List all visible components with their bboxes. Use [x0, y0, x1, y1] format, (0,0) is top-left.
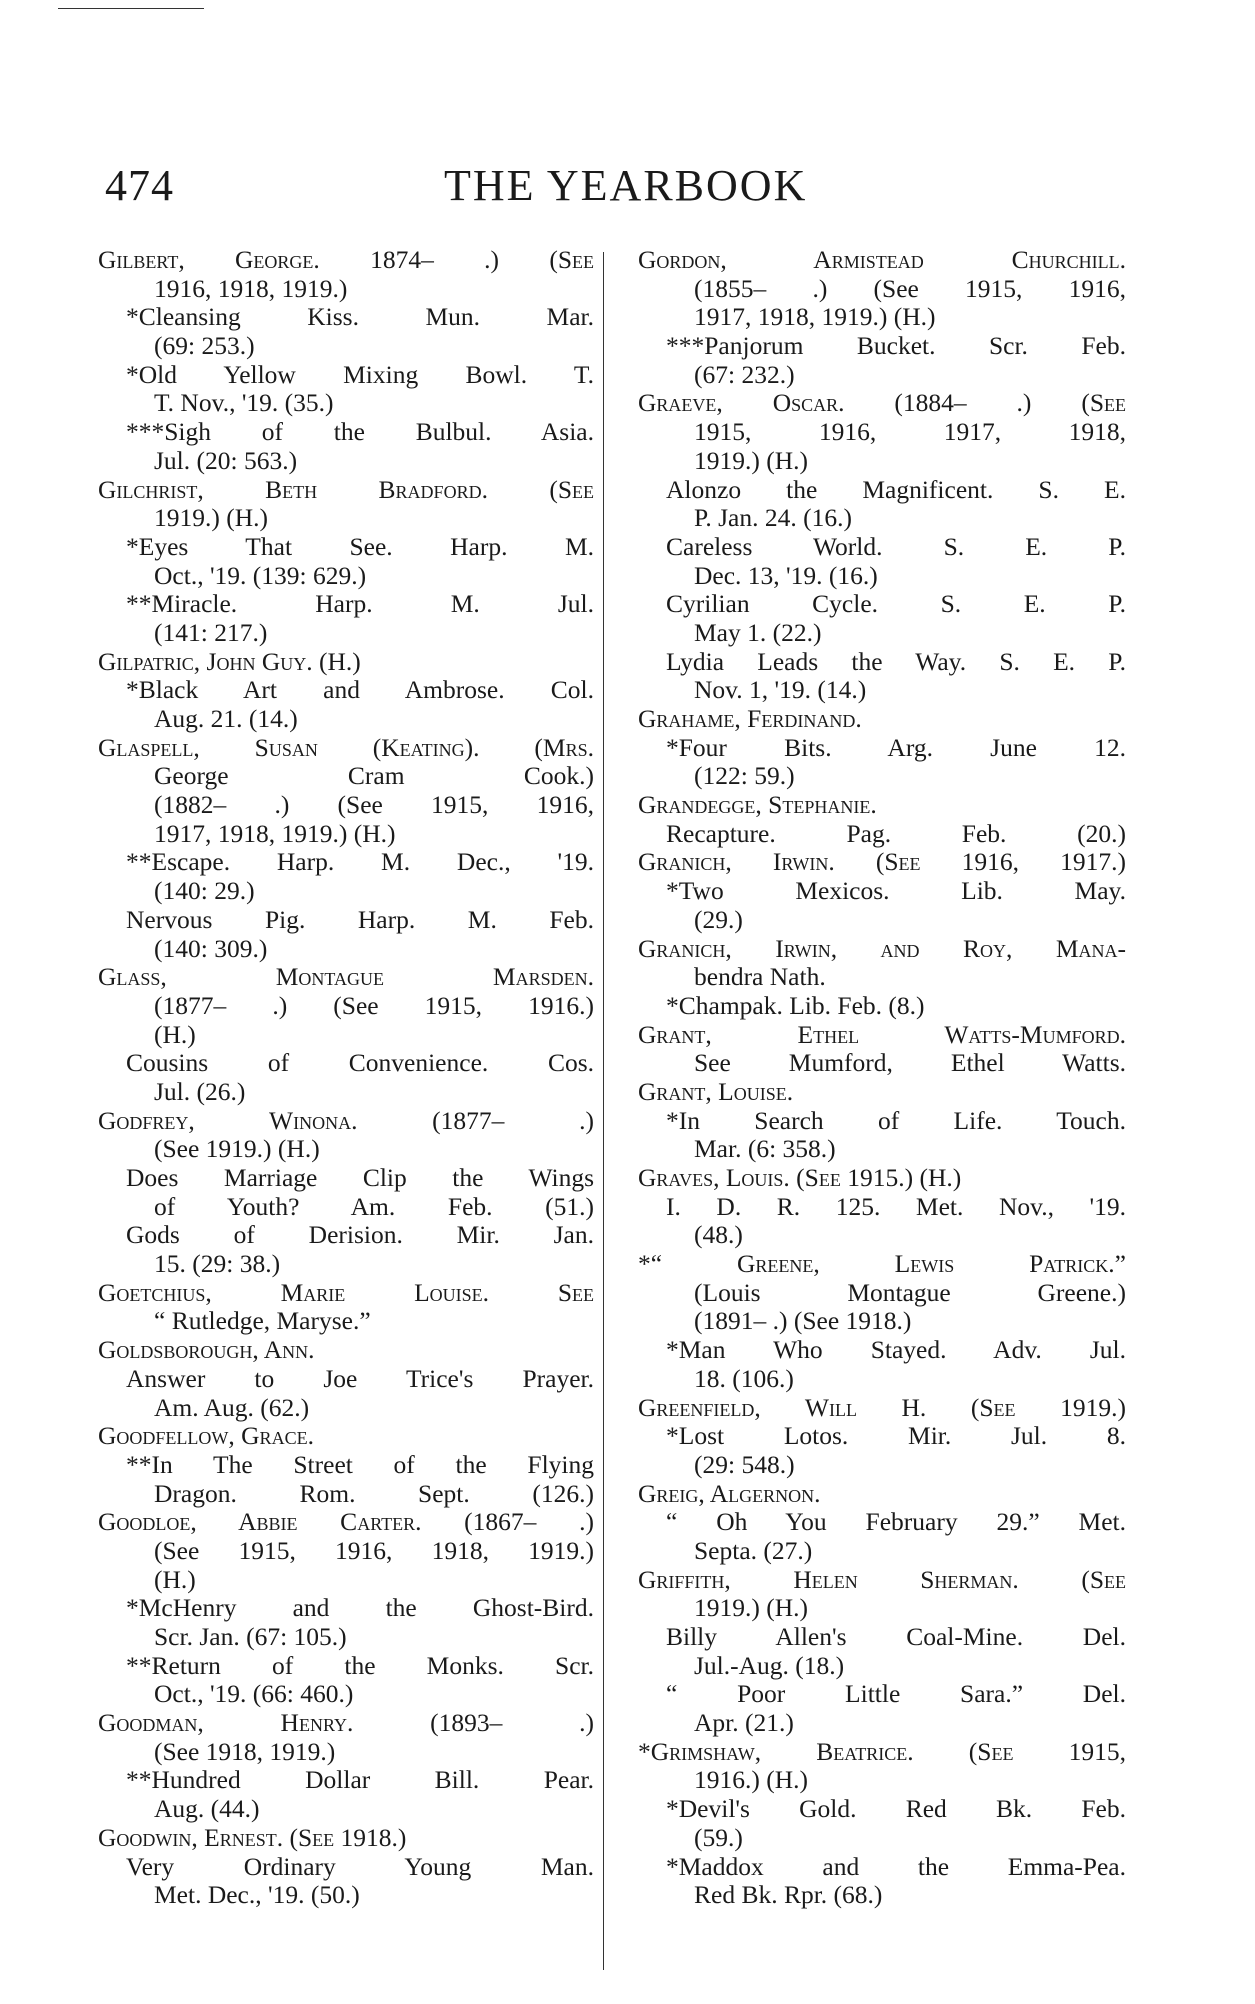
story-entry-line: Mar. (6: 358.): [694, 1134, 836, 1164]
story-entry-line: **Hundred Dollar Bill. Pear.: [126, 1765, 594, 1795]
story-entry-line: Nervous Pig. Harp. M. Feb.: [126, 904, 594, 934]
author-heading-line: Greenfield, Will H. (See 1919.): [638, 1392, 1126, 1422]
story-entry-line: (H.): [154, 1564, 196, 1594]
story-entry-line: “ Oh You February 29.” Met.: [666, 1507, 1126, 1537]
right-column: [638, 246, 1126, 1910]
story-entry-line: (48.): [694, 1220, 743, 1250]
story-entry-line: Red Bk. Rpr. (68.): [694, 1880, 883, 1910]
author-heading-line: Granich, Irwin, and Roy, Mana-: [638, 933, 1126, 963]
story-entry-line: *In Search of Life. Touch.: [666, 1105, 1126, 1135]
story-entry-line: (141: 217.): [154, 617, 268, 647]
story-entry-line: *Maddox and the Emma-Pea.: [666, 1851, 1126, 1881]
story-entry-line: (See 1919.) (H.): [154, 1134, 320, 1164]
story-entry-line: Apr. (21.): [694, 1708, 794, 1738]
story-entry-line: 1917, 1918, 1919.) (H.): [694, 302, 936, 332]
story-entry-line: *Old Yellow Mixing Bowl. T.: [126, 359, 594, 389]
story-entry-line: Answer to Joe Trice's Prayer.: [126, 1363, 594, 1393]
story-entry-line: (29: 548.): [694, 1449, 795, 1479]
author-heading-line: Goodwin, Ernest. (See 1918.): [98, 1822, 407, 1852]
story-entry-line: **Escape. Harp. M. Dec., '19.: [126, 847, 594, 877]
story-entry-line: 1916, 1918, 1919.): [154, 273, 348, 303]
author-heading-line: Glaspell, Susan (Keating). (Mrs.: [98, 732, 594, 762]
author-heading-line: Goldsborough, Ann.: [98, 1335, 315, 1365]
story-entry-line: Jul. (20: 563.): [154, 445, 298, 475]
story-entry-line: ***Sigh of the Bulbul. Asia.: [126, 417, 594, 447]
top-rule: [58, 8, 204, 9]
story-entry-line: 1919.) (H.): [154, 503, 269, 533]
story-entry-line: Cousins of Convenience. Cos.: [126, 1048, 594, 1078]
story-entry-line: (140: 29.): [154, 876, 255, 906]
author-heading-line: Glass, Montague Marsden.: [98, 962, 594, 992]
story-entry-line: Scr. Jan. (67: 105.): [154, 1622, 347, 1651]
author-heading-line: Grant, Louise.: [638, 1076, 794, 1106]
author-heading-line: Goodfellow, Grace.: [98, 1421, 314, 1451]
column-divider: [603, 252, 604, 1970]
story-entry-line: *Two Mexicos. Lib. May.: [666, 876, 1126, 906]
story-entry-line: bendra Nath.: [694, 962, 826, 992]
story-entry-line: 1916.) (H.): [694, 1765, 809, 1795]
story-entry-line: Jul. (26.): [154, 1076, 246, 1106]
story-entry-line: (See 1918, 1919.): [154, 1736, 336, 1766]
story-entry-line: Gods of Derision. Mir. Jan.: [126, 1220, 594, 1250]
story-entry-line: Met. Dec., '19. (50.): [154, 1880, 360, 1910]
author-heading-line: Griffith, Helen Sherman. (See: [638, 1564, 1126, 1594]
author-heading-line: *“ Greene, Lewis Patrick.”: [638, 1249, 1126, 1279]
story-entry-line: (H.): [154, 1019, 196, 1049]
story-entry-line: *Lost Lotos. Mir. Jul. 8.: [666, 1421, 1126, 1451]
story-entry-line: *Champak. Lib. Feb. (8.): [666, 990, 925, 1020]
left-column: [98, 246, 594, 1910]
story-entry-line: **In The Street of the Flying: [126, 1449, 594, 1479]
story-entry-line: 1919.) (H.): [694, 1593, 809, 1623]
author-heading-line: Goodman, Henry. (1893– .): [98, 1708, 594, 1738]
story-entry-line: (1855– .) (See 1915, 1916,: [694, 273, 1126, 303]
story-entry-line: **Miracle. Harp. M. Jul.: [126, 589, 594, 619]
story-entry-line: Recapture. Pag. Feb. (20.): [666, 818, 1126, 848]
story-entry-line: *McHenry and the Ghost-Bird.: [126, 1593, 594, 1623]
story-entry-line: (1882– .) (See 1915, 1916,: [154, 790, 594, 820]
story-entry-line: *Four Bits. Arg. June 12.: [666, 732, 1126, 762]
story-entry-line: Septa. (27.): [694, 1535, 813, 1565]
story-entry-line: Dec. 13, '19. (16.): [694, 560, 878, 590]
story-entry-line: (1891– .) (See 1918.): [694, 1306, 912, 1336]
story-entry-line: Nov. 1, '19. (14.): [694, 675, 867, 705]
story-entry-line: *Cleansing Kiss. Mun. Mar.: [126, 302, 594, 332]
author-heading-line: Goodloe, Abbie Carter. (1867– .): [98, 1507, 594, 1537]
story-entry-line: George Cram Cook.): [154, 761, 594, 791]
story-entry-line: *Black Art and Ambrose. Col.: [126, 675, 594, 705]
story-entry-line: **Return of the Monks. Scr.: [126, 1650, 594, 1680]
story-entry-line: *Eyes That See. Harp. M.: [126, 531, 594, 561]
author-heading-line: Goetchius, Marie Louise. See: [98, 1277, 594, 1307]
story-entry-line: “ Rutledge, Maryse.”: [154, 1306, 371, 1336]
story-entry-line: Oct., '19. (139: 629.): [154, 560, 367, 590]
story-entry-line: Very Ordinary Young Man.: [126, 1851, 594, 1881]
story-entry-line: P. Jan. 24. (16.): [694, 503, 852, 533]
author-heading-line: Greig, Algernon.: [638, 1478, 821, 1508]
story-entry-line: Alonzo the Magnificent. S. E.: [666, 474, 1126, 504]
story-entry-line: T. Nov., '19. (35.): [154, 388, 334, 418]
story-entry-line: (140: 309.): [154, 933, 268, 963]
story-entry-line: (29.): [694, 904, 743, 934]
story-entry-line: 1919.) (H.): [694, 445, 809, 475]
story-entry-line: (67: 232.): [694, 359, 795, 389]
story-entry-line: I. D. R. 125. Met. Nov., '19.: [666, 1191, 1126, 1221]
author-heading-line: Grahame, Ferdinand.: [638, 704, 862, 733]
story-entry-line: 18. (106.): [694, 1363, 794, 1393]
story-entry-line: Does Marriage Clip the Wings: [126, 1163, 594, 1192]
story-entry-line: Cyrilian Cycle. S. E. P.: [666, 589, 1126, 619]
story-entry-line: (59.): [694, 1822, 743, 1852]
author-heading-line: Grant, Ethel Watts-Mumford.: [638, 1019, 1126, 1049]
story-entry-line: (122: 59.): [694, 761, 795, 791]
story-entry-line: Aug. (44.): [154, 1794, 260, 1824]
author-heading-line: Gilchrist, Beth Bradford. (See: [98, 474, 594, 504]
author-heading-line: Gilpatric, John Guy. (H.): [98, 646, 361, 676]
running-head: THE YEARBOOK: [444, 161, 808, 210]
story-entry-line: *Man Who Stayed. Adv. Jul.: [666, 1335, 1126, 1365]
story-entry-line: Oct., '19. (66: 460.): [154, 1679, 354, 1709]
story-entry-line: (See 1915, 1916, 1918, 1919.): [154, 1535, 594, 1565]
story-entry-line: ***Panjorum Bucket. Scr. Feb.: [666, 331, 1126, 361]
story-entry-line: (1877– .) (See 1915, 1916.): [154, 990, 594, 1020]
author-heading-line: Gordon, Armistead Churchill.: [638, 245, 1126, 274]
story-entry-line: 1915, 1916, 1917, 1918,: [694, 417, 1126, 447]
author-heading-line: Godfrey, Winona. (1877– .): [98, 1105, 594, 1135]
story-entry-line: of Youth? Am. Feb. (51.): [154, 1191, 594, 1221]
story-entry-line: (69: 253.): [154, 331, 255, 361]
story-entry-line: Dragon. Rom. Sept. (126.): [154, 1478, 594, 1508]
story-entry-line: Careless World. S. E. P.: [666, 531, 1126, 561]
story-entry-line: Am. Aug. (62.): [154, 1392, 310, 1422]
story-entry-line: May 1. (22.): [694, 617, 822, 647]
story-entry-line: See Mumford, Ethel Watts.: [694, 1048, 1126, 1078]
author-heading-line: *Grimshaw, Beatrice. (See 1915,: [638, 1736, 1126, 1766]
story-entry-line: Aug. 21. (14.): [154, 704, 298, 733]
author-heading-line: Granich, Irwin. (See 1916, 1917.): [638, 847, 1126, 877]
author-heading-line: Graves, Louis. (See 1915.) (H.): [638, 1163, 962, 1192]
story-entry-line: 1917, 1918, 1919.) (H.): [154, 818, 396, 848]
author-heading-line: Grandegge, Stephanie.: [638, 790, 877, 820]
story-entry-line: Jul.-Aug. (18.): [694, 1650, 845, 1680]
story-entry-line: “ Poor Little Sara.” Del.: [666, 1679, 1126, 1709]
story-entry-line: (Louis Montague Greene.): [694, 1277, 1126, 1307]
story-entry-line: *Devil's Gold. Red Bk. Feb.: [666, 1794, 1126, 1824]
author-heading-line: Graeve, Oscar. (1884– .) (See: [638, 388, 1126, 418]
author-heading-line: Gilbert, George. 1874– .) (See: [98, 245, 594, 274]
page-number: 474: [105, 161, 174, 210]
story-entry-line: Billy Allen's Coal-Mine. Del.: [666, 1622, 1126, 1651]
story-entry-line: 15. (29: 38.): [154, 1249, 281, 1279]
story-entry-line: Lydia Leads the Way. S. E. P.: [666, 646, 1126, 676]
